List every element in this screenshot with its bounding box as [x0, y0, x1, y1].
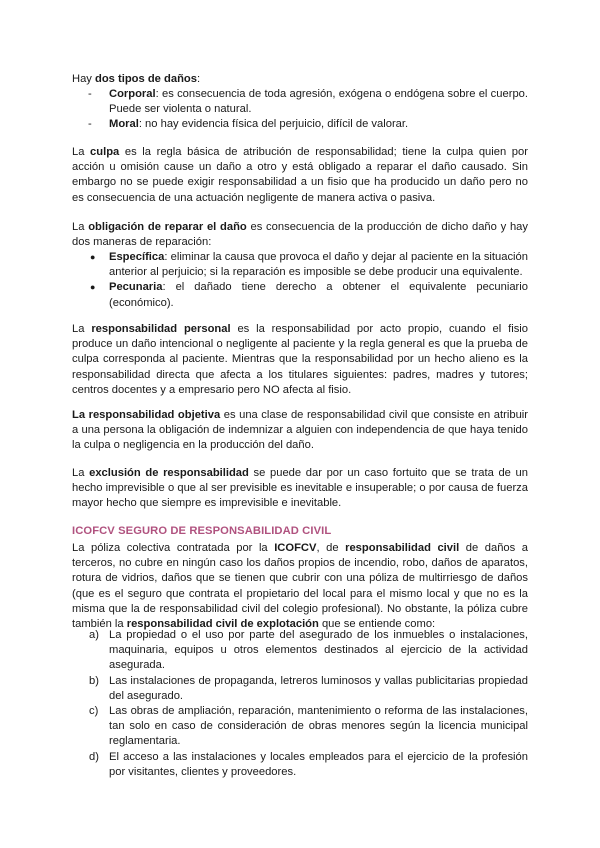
para-bold: La responsabilidad objetiva	[72, 409, 221, 421]
item-text: : no hay evidencia física del perjuicio, difícil de valorar.	[138, 118, 409, 131]
para-text: de daños a terceros, no cubre en ningún caso los daños propios de incendio, robo, daños de aparatos, rotura de vidrios, daños que se tienen que cubrir con una póliza de multirriesgo de daños (que es el seguro que contrata el propietario del local para el mismo local y que no es la misma que la de responsabilidad civil del colegio profesional). No obstante, la póliza cubre también la	[72, 542, 528, 631]
bullet-marker: ●	[90, 252, 96, 262]
para-bold: responsabilidad personal	[91, 323, 231, 335]
intro-colon: :	[196, 73, 201, 85]
para-text: que se entiende como:	[318, 618, 436, 631]
para-text: es la regla básica de atribución de responsabilidad; tiene la culpa quien por acción u omisión cause un daño a otro y está obligado a reparar el daño causado. Sin embargo no se puede exigir responsabilidad a un fisio que ha producido un daño pero no es consecuencia de una actuación negligente de manera activa o pasiva.	[72, 146, 528, 204]
para-text: La	[72, 323, 92, 335]
para-bold: responsabilidad civil	[345, 542, 460, 554]
alpha-marker: a)	[89, 629, 99, 641]
list-item	[72, 250, 528, 280]
para-bold: culpa	[90, 146, 120, 158]
item-term: Corporal	[109, 88, 156, 100]
alpha-marker: d)	[89, 750, 99, 763]
item-text: Las obras de ampliación, reparación, mantenimiento o reforma de las instalaciones, tan solo en caso de consideración de obras menores según la licencia municipal reglamentaria.	[109, 705, 528, 748]
alpha-marker: b)	[89, 674, 99, 687]
list-item	[72, 628, 528, 674]
para-bold: exclusión de responsabilidad	[89, 467, 249, 479]
para-bold: obligación de reparar el daño	[88, 221, 247, 233]
explotacion-list	[72, 628, 528, 780]
poliza-paragraph	[72, 541, 528, 632]
item-text: : es consecuencia de toda agresión, exógena o endógena sobre el cuerpo. Puede ser violenta o natural.	[109, 88, 528, 116]
culpa-paragraph	[72, 145, 528, 206]
item-text: Las instalaciones de propaganda, letreros luminosos y vallas publicitarias propiedad del asegurado.	[109, 674, 528, 702]
para-text: se puede dar por un caso fortuito que se trata de un hecho imprevisible o que al ser previsible es inevitable e insuperable; o por causa de fuerza mayor hecho que siempre es imprevisible e inevitable.	[72, 467, 528, 510]
list-item	[72, 280, 528, 310]
list-item	[72, 674, 528, 704]
dash-marker: -	[88, 88, 92, 100]
damage-types-list	[72, 87, 528, 133]
item-text: : el dañado tiene derecho a obtener el equivalente pecuniario (económico).	[109, 281, 528, 309]
para-text: La póliza colectiva contratada por la	[72, 542, 275, 554]
item-term: Moral	[109, 118, 139, 131]
para-text: La	[72, 146, 91, 158]
intro-bold: dos tipos de daños	[95, 73, 197, 85]
para-text: La	[72, 221, 89, 233]
para-text: La	[72, 467, 90, 479]
responsabilidad-personal-paragraph	[72, 322, 528, 398]
item-text: : eliminar la causa que provoca el daño y dejar al paciente en la situación anterior al perjuicio; si la reparación es imposible se debe producir una equivalente.	[109, 251, 528, 279]
para-bold: responsabilidad civil de explotación	[126, 618, 319, 631]
para-text: es la responsabilidad por acto propio, cuando el fisio produce un daño intencional o negligente al paciente y la regla general es que la prueba de culpa corresponda al paciente. Mientras que la responsabilidad por un hecho alieno es la responsabilidad directa que afecta a los titulares siguientes: padres, madres y tutores; centros docentes y a empresario pero NO afecta al fisio.	[72, 323, 528, 396]
reparar-paragraph	[72, 220, 528, 250]
item-text: La propiedad o el uso por parte del asegurado de los inmuebles o instalaciones, maquinaria, equipos u otros elementos destinados al ejercicio de la actividad asegurada.	[109, 629, 528, 672]
responsabilidad-objetiva-paragraph	[72, 408, 528, 454]
list-item	[72, 117, 528, 132]
item-term: Pecunaria	[109, 281, 163, 294]
item-text: El acceso a las instalaciones y locales empleados para el ejercicio de la profesión por visitantes, clientes y proveedores.	[109, 750, 528, 778]
item-term: Específica	[109, 251, 165, 263]
bullet-marker: ●	[90, 282, 96, 293]
alpha-marker: c)	[89, 705, 99, 718]
section-heading: ICOFCV SEGURO DE RESPONSABILIDAD CIVIL	[72, 525, 332, 537]
damage-types-intro	[72, 72, 528, 87]
exclusion-paragraph	[72, 466, 528, 512]
dash-marker: -	[88, 118, 92, 131]
intro-text: Hay	[72, 73, 96, 85]
list-item	[72, 704, 528, 750]
reparation-list	[72, 250, 528, 311]
list-item	[72, 750, 528, 780]
para-text: , de	[316, 542, 346, 554]
para-text: es consecuencia de la producción de dicho daño y hay dos maneras de reparación:	[72, 221, 528, 249]
list-item	[72, 87, 528, 117]
para-bold: ICOFCV	[274, 542, 317, 554]
para-text: es una clase de responsabilidad civil que consiste en atribuir a una persona la obligación de indemnizar a alguien con independencia de que haya tenido la culpa o negligencia en la producción del daño.	[72, 409, 528, 452]
